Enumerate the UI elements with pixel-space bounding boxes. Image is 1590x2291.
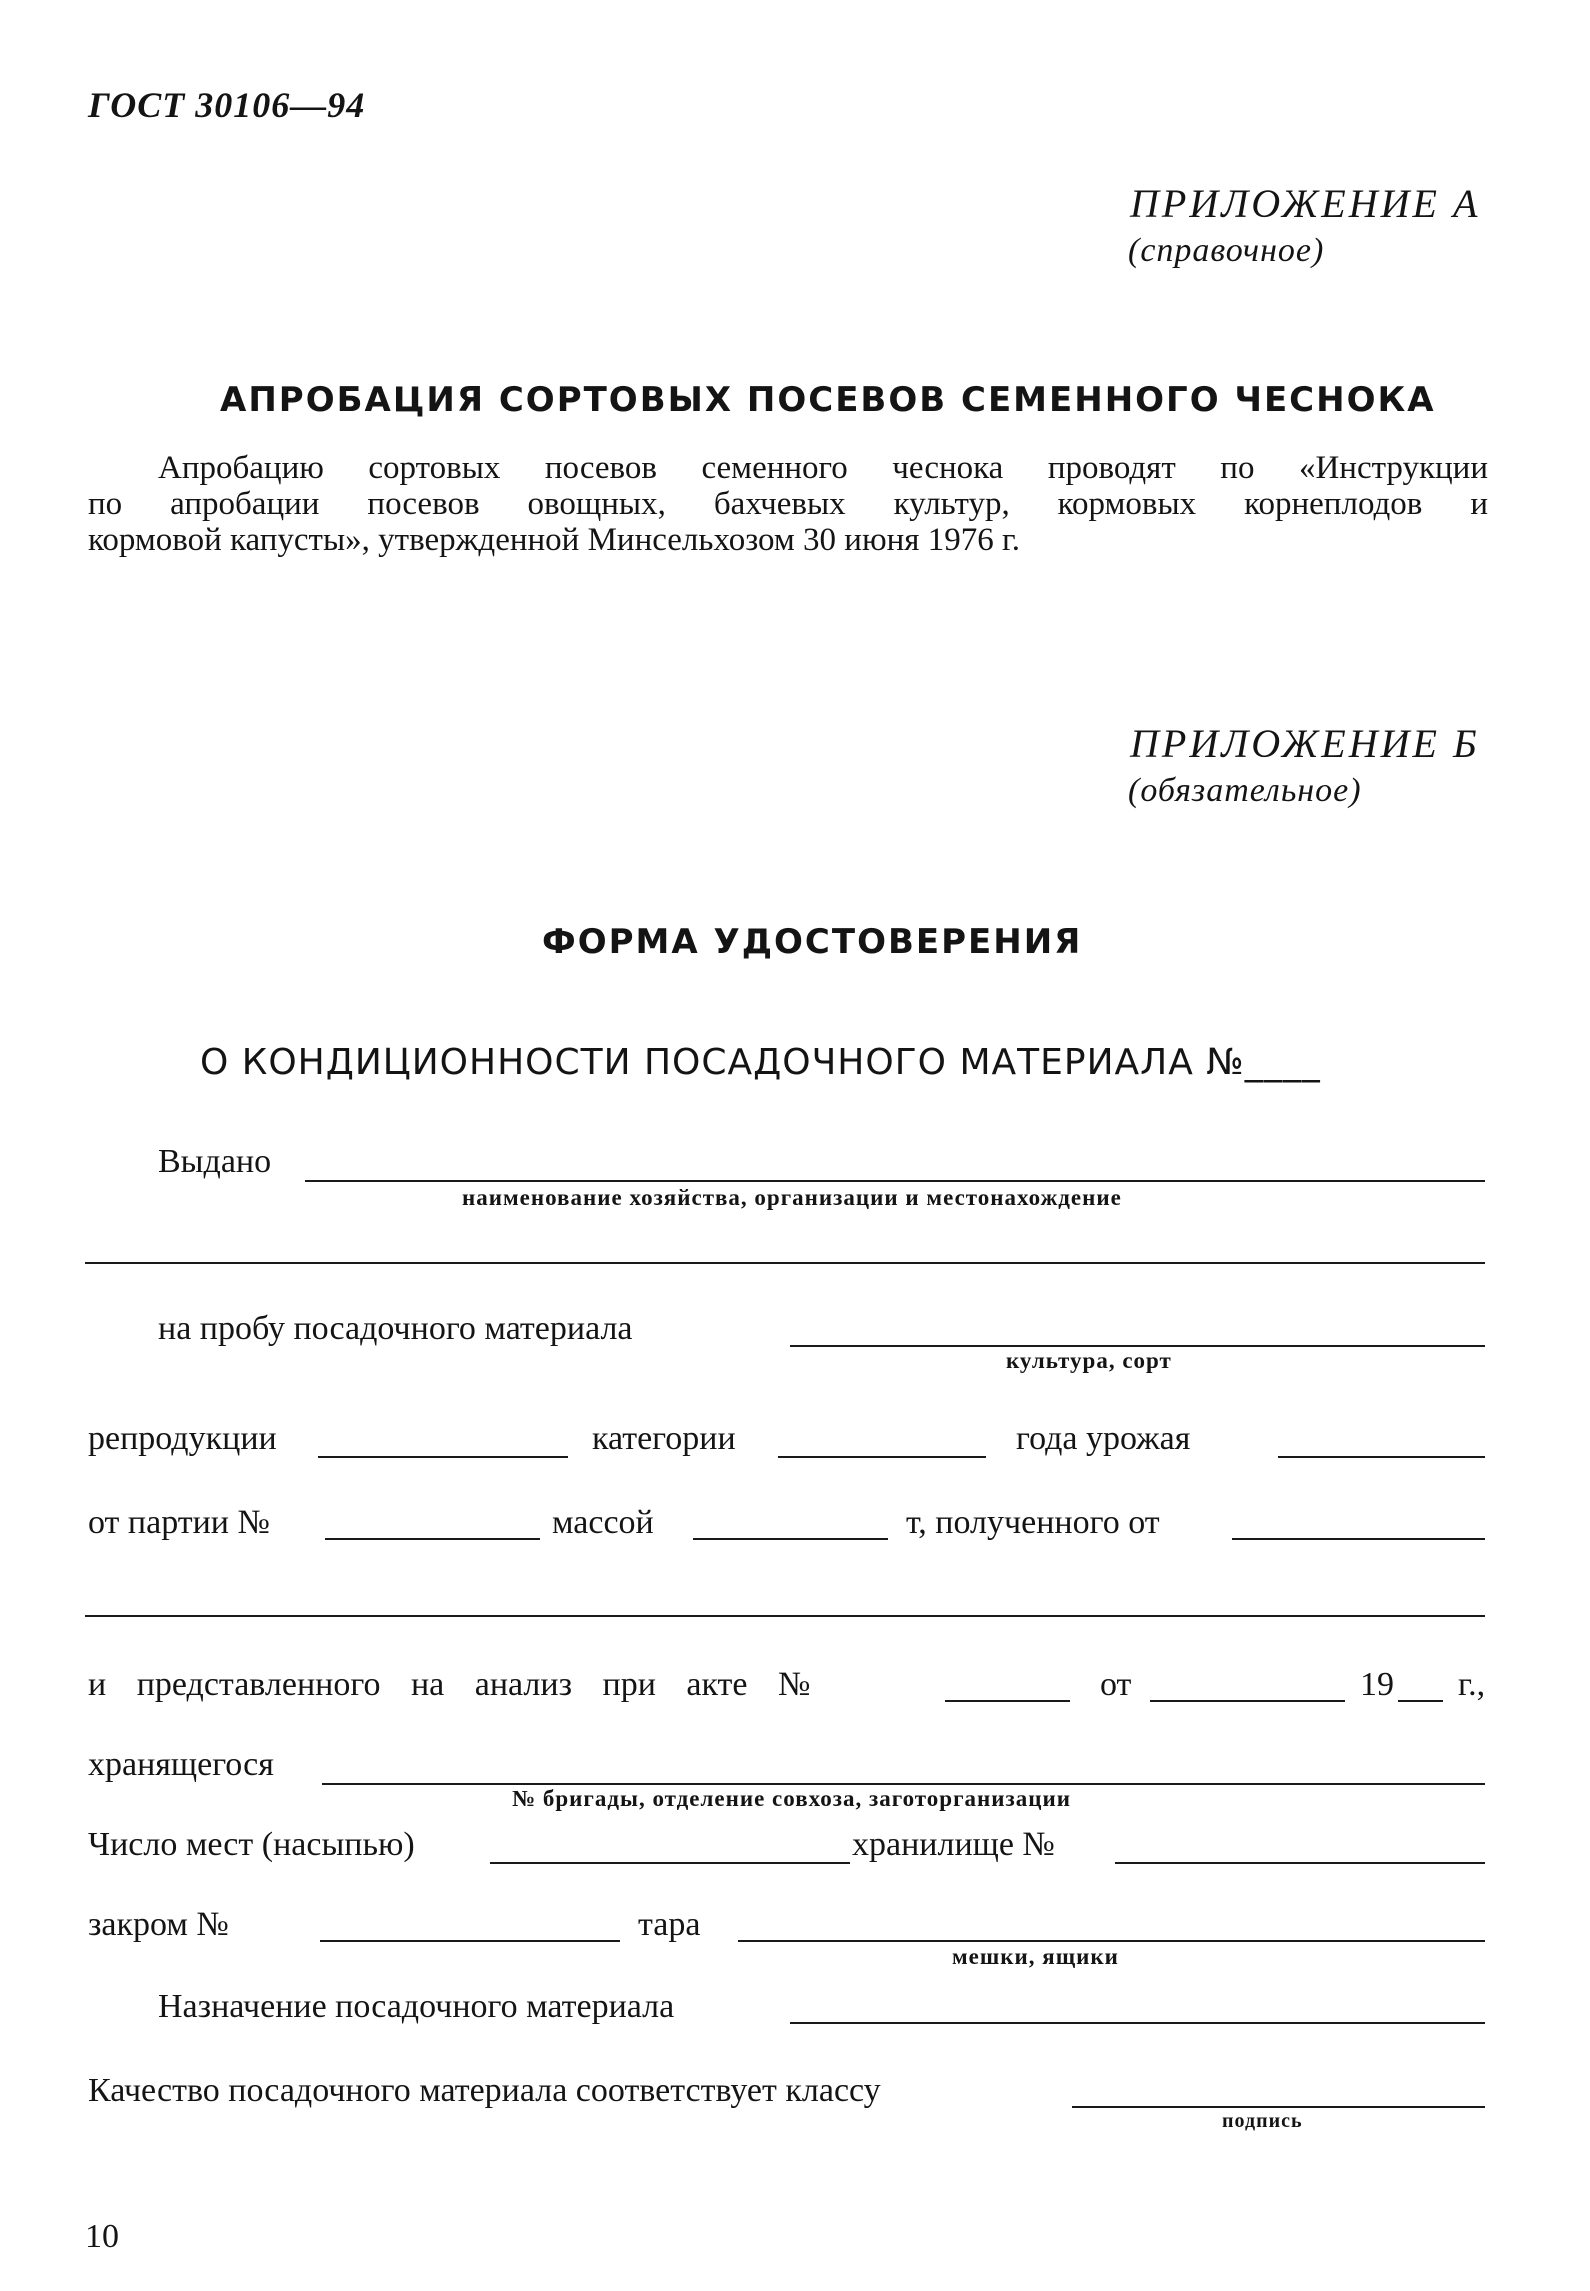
purpose-label: Назначение посадочного материала bbox=[158, 1988, 675, 2025]
category-field[interactable] bbox=[778, 1456, 986, 1458]
act-date-field[interactable] bbox=[1150, 1700, 1345, 1702]
purpose-field[interactable] bbox=[790, 2022, 1485, 2024]
issued-field[interactable] bbox=[305, 1180, 1485, 1182]
received-continuation-field[interactable] bbox=[85, 1615, 1485, 1617]
certificate-title: О КОНДИЦИОННОСТИ ПОСАДОЧНОГО МАТЕРИАЛА №____ bbox=[200, 1042, 1321, 1083]
appendix-a-heading: АПРОБАЦИЯ СОРТОВЫХ ПОСЕВОВ СЕМЕННОГО ЧЕСНОКА bbox=[220, 380, 1436, 420]
harvest-year-field[interactable] bbox=[1278, 1456, 1485, 1458]
issued-continuation-field[interactable] bbox=[85, 1262, 1485, 1264]
sample-label: на пробу посадочного материала bbox=[158, 1310, 633, 1347]
container-field[interactable] bbox=[738, 1940, 1485, 1942]
year-prefix: 19 bbox=[1360, 1666, 1394, 1703]
sample-field[interactable] bbox=[790, 1345, 1485, 1347]
act-year-field[interactable] bbox=[1398, 1700, 1443, 1702]
places-label: Число мест (насыпью) bbox=[88, 1826, 415, 1863]
year-suffix: г., bbox=[1458, 1666, 1486, 1703]
received-label: т, полученного от bbox=[906, 1504, 1160, 1541]
category-label: категории bbox=[592, 1420, 736, 1457]
mass-label: массой bbox=[552, 1504, 654, 1541]
appendix-b-heading: ФОРМА УДОСТОВЕРЕНИЯ bbox=[542, 922, 1083, 962]
container-hint: мешки, ящики bbox=[952, 1944, 1119, 1969]
sample-hint: культура, сорт bbox=[1006, 1348, 1172, 1373]
paragraph-line-3: кормовой капусты», утвержденной Минсельхозом 30 июня 1976 г. bbox=[88, 522, 1021, 558]
reproduction-field[interactable] bbox=[318, 1456, 568, 1458]
bin-label: закром № bbox=[88, 1906, 229, 1943]
stored-label: хранящегося bbox=[88, 1746, 274, 1783]
appendix-a-title: ПРИЛОЖЕНИЕ А bbox=[1130, 181, 1481, 226]
quality-label: Качество посадочного материала соответствует классу bbox=[88, 2072, 881, 2109]
storage-field[interactable] bbox=[1115, 1862, 1485, 1864]
appendix-b-title: ПРИЛОЖЕНИЕ Б bbox=[1130, 721, 1480, 766]
storage-label: хранилище № bbox=[852, 1826, 1055, 1863]
from-label: от bbox=[1100, 1666, 1132, 1703]
document-standard-number: ГОСТ 30106—94 bbox=[88, 85, 366, 125]
received-field[interactable] bbox=[1232, 1538, 1485, 1540]
signature-hint: подпись bbox=[1222, 2110, 1303, 2132]
paragraph-line-1: Апробацию сортовых посевов семенного чеснока проводят по «Инструкции bbox=[158, 450, 1488, 486]
quality-class-field[interactable] bbox=[1072, 2106, 1485, 2108]
container-label: тара bbox=[638, 1906, 701, 1943]
page-number: 10 bbox=[85, 2218, 119, 2255]
harvest-year-label: года урожая bbox=[1016, 1420, 1191, 1457]
bin-field[interactable] bbox=[320, 1940, 620, 1942]
stored-field[interactable] bbox=[322, 1783, 1485, 1785]
reproduction-label: репродукции bbox=[88, 1420, 277, 1457]
submitted-label: и представленного на анализ при акте № bbox=[88, 1666, 811, 1703]
mass-field[interactable] bbox=[693, 1538, 888, 1540]
places-field[interactable] bbox=[490, 1862, 850, 1864]
act-number-field[interactable] bbox=[945, 1700, 1070, 1702]
appendix-b-subtitle: (обязательное) bbox=[1128, 772, 1362, 809]
stored-hint: № бригады, отделение совхоза, заготорганизации bbox=[512, 1786, 1072, 1811]
issued-hint: наименование хозяйства, организации и местонахождение bbox=[462, 1185, 1122, 1210]
issued-label: Выдано bbox=[158, 1143, 272, 1180]
paragraph-line-2: по апробации посевов овощных, бахчевых культур, кормовых корнеплодов и bbox=[88, 486, 1488, 522]
batch-label: от партии № bbox=[88, 1504, 270, 1541]
batch-field[interactable] bbox=[325, 1538, 540, 1540]
appendix-a-subtitle: (справочное) bbox=[1128, 232, 1325, 269]
appendix-a-paragraph bbox=[88, 450, 1488, 558]
